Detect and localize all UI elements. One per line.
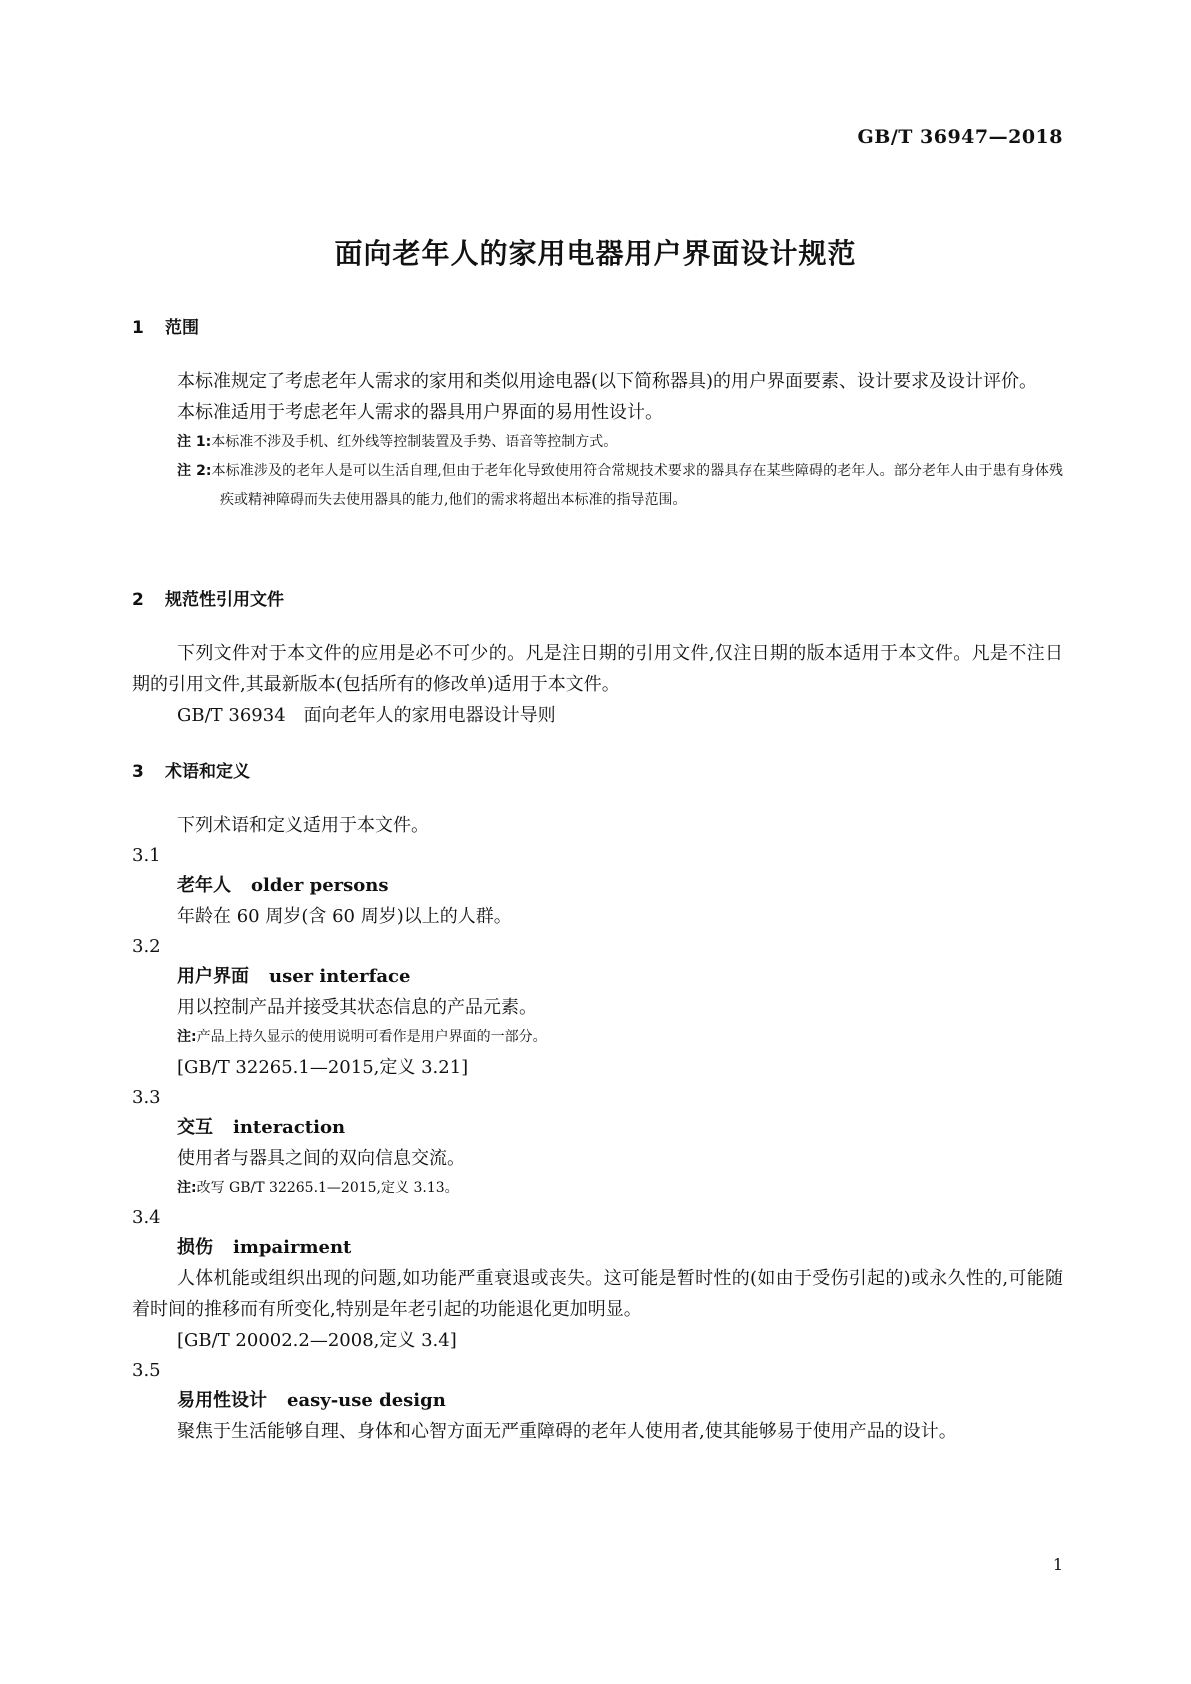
note <box>132 457 1063 515</box>
term-source: [GB/T 20002.2—2008,定义 3.4] <box>177 1330 457 1351</box>
term-definition: 用以控制产品并接受其状态信息的产品元素。 <box>177 997 537 1018</box>
term-heading <box>132 1386 1063 1416</box>
term-en: older persons <box>251 875 389 896</box>
document-title: 面向老年人的家用电器用户界面设计规范 <box>334 237 857 270</box>
note-text: 改写 GB/T 32265.1—2015,定义 3.13。 <box>196 1180 459 1196</box>
section-title: 范围 <box>165 318 199 338</box>
term-source: [GB/T 32265.1—2015,定义 3.21] <box>177 1057 469 1078</box>
section-heading <box>132 585 1063 610</box>
term-number: 3.1 <box>132 845 161 866</box>
section-3-body <box>132 810 1063 1447</box>
section-number: 1 <box>132 318 144 338</box>
term-definition: 聚焦于生活能够自理、身体和心智方面无严重障碍的老年人使用者,使其能够易于使用产品的设计。 <box>177 1421 957 1442</box>
term-definition: 人体机能或组织出现的问题,如功能严重衰退或丧失。这可能是暂时性的(如由于受伤引起的)或永久性的,可能随着时间的推移而有所变化,特别是年老引起的功能退化更加明显。 <box>132 1268 1063 1320</box>
term-heading <box>132 1233 1063 1263</box>
note-label: 注: <box>177 1029 197 1045</box>
term-heading <box>132 962 1063 992</box>
term-definition: 使用者与器具之间的双向信息交流。 <box>177 1148 465 1169</box>
paragraph: 本标准规定了考虑老年人需求的家用和类似用途电器(以下简称器具)的用户界面要素、设计要求及设计评价。 <box>177 371 1038 392</box>
term-number: 3.2 <box>132 936 161 957</box>
section-title: 规范性引用文件 <box>165 590 284 610</box>
paragraph: 本标准适用于考虑老年人需求的器具用户界面的易用性设计。 <box>177 402 663 423</box>
note <box>132 1023 1063 1052</box>
term-number: 3.3 <box>132 1087 161 1108</box>
term-heading <box>132 1113 1063 1143</box>
note-label: 注 2: <box>177 463 212 479</box>
normative-reference: GB/T 36934 面向老年人的家用电器设计导则 <box>177 705 556 726</box>
term-en: interaction <box>233 1117 346 1138</box>
page-number: 1 <box>1052 1555 1063 1574</box>
standard-code: GB/T 36947—2018 <box>857 126 1063 148</box>
paragraph: 下列术语和定义适用于本文件。 <box>177 815 429 836</box>
term-number: 3.4 <box>132 1207 161 1228</box>
note-text: 本标准涉及的老年人是可以生活自理,但由于老年化导致使用符合常规技术要求的器具存在某些障碍的老年人。部分老年人由于患有身体残疾或精神障碍而失去使用器具的能力,他们的需求将超出本标准的指导范围。 <box>211 463 1063 508</box>
section-2-body <box>132 638 1063 731</box>
term-en: impairment <box>233 1237 352 1258</box>
section-1 <box>132 313 1063 338</box>
paragraph: 下列文件对于本文件的应用是必不可少的。凡是注日期的引用文件,仅注日期的版本适用于本文件。凡是不注日期的引用文件,其最新版本(包括所有的修改单)适用于本文件。 <box>132 643 1063 695</box>
note-text: 本标准不涉及手机、红外线等控制装置及手势、语音等控制方式。 <box>211 434 618 450</box>
term-number: 3.5 <box>132 1360 161 1381</box>
term-zh: 损伤 <box>177 1237 213 1258</box>
note-label: 注 1: <box>177 434 212 450</box>
term-heading <box>132 871 1063 901</box>
section-heading <box>132 313 1063 338</box>
section-3 <box>132 757 1063 782</box>
term-zh: 老年人 <box>177 875 231 896</box>
section-number: 2 <box>132 590 144 610</box>
section-title: 术语和定义 <box>165 762 250 782</box>
section-1-body <box>132 366 1063 515</box>
section-2 <box>132 585 1063 610</box>
note <box>132 428 1063 457</box>
section-heading <box>132 757 1063 782</box>
term-zh: 易用性设计 <box>177 1390 267 1411</box>
term-definition: 年龄在 60 周岁(含 60 周岁)以上的人群。 <box>177 906 512 927</box>
note-label: 注: <box>177 1180 197 1196</box>
term-zh: 用户界面 <box>177 966 249 987</box>
section-number: 3 <box>132 762 144 782</box>
note-text: 产品上持久显示的使用说明可看作是用户界面的一部分。 <box>196 1029 547 1045</box>
term-en: easy-use design <box>287 1390 446 1411</box>
term-zh: 交互 <box>177 1117 213 1138</box>
note <box>132 1174 1063 1203</box>
term-en: user interface <box>269 966 411 987</box>
